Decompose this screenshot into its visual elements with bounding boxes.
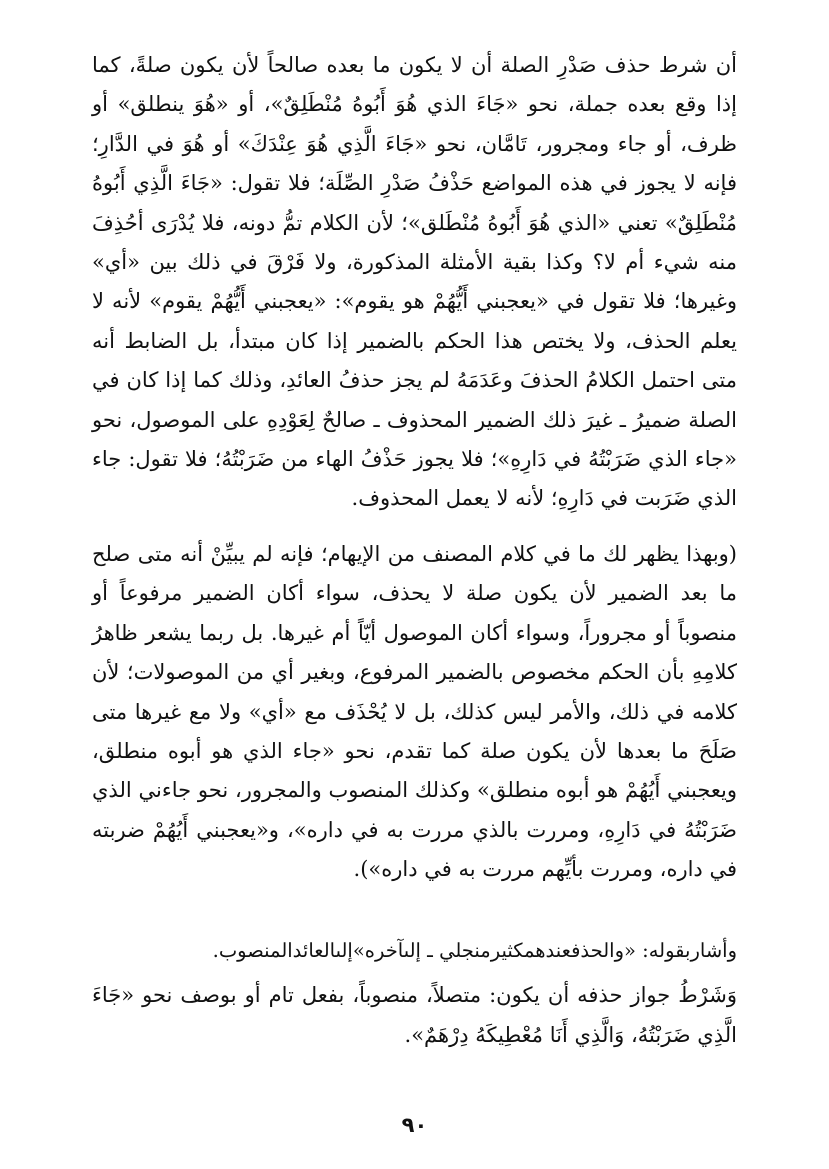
paragraph-first: أن شرط حذف صَدْرِ الصلة أن لا يكون ما بعده صالحاً لأن يكون صلةً، كما إذا وقع بعده جملة، نحو «جَاءَ الذي هُوَ أَبُوهُ مُنْطَلِقٌ»، أو «هُوَ ينطلق» أو ظرف، أو جاء ومجرور، تَامَّان، نحو «جَاءَ الَّذِي هُوَ عِنْدَكَ» أو هُوَ في الدَّارِ؛ فإنه لا يجوز في هذه المواضع حَذْفُ صَدْرِ الصِّلَة؛ فلا تقول: «جَاءَ الَّذِي أَبُوهُ مُنْطَلِقٌ» تعني «الذي هُوَ أَبُوهُ مُنْطَلق»؛ لأن الكلام تمُّ دونه، فلا يُدْرَى أحُذِفَ منه شيء أم لا؟ وكذا بقية الأمثلة المذكورة، ولا فَرْقَ في ذلك بين «أي» وغيرها؛ فلا تقول في «يعجبني أَيُّهُمْ هو يقوم»: «يعجبني أَيُّهُمْ يقوم» لأنه لا يعلم الحذف، ولا يختص هذا الحكم بالضمير إذا كان مبتدأ، بل الضابط أنه متى احتمل الكلامُ الحذفَ وعَدَمَهُ لم يجز حذفُ العائدِ، وذلك كما إذا كان في الصلة ضميرُ ـ غيرَ ذلك الضمير المحذوف ـ صالحٌ لِعَوْدِهِ على الموصول، نحو «جاء الذي ضَرَبْتُهُ في دَارِهِ»؛ فلا يجوز حَذْفُ الهاء من ضَرَبْتُهُ؛ فلا تقول: جاء الذي ضَرَبت في دَارِهِ؛ لأنه لا يعمل المحذوف. bbox=[92, 53, 737, 511]
book-page bbox=[92, 46, 737, 1055]
paragraph-third: وأشاربقوله: «والحذفعندهمكثيرمنجلي ـ إلىآخره»إلىالعائدالمنصوب. bbox=[212, 939, 737, 962]
page-number: ٩٠ bbox=[401, 1113, 428, 1137]
paragraph-fourth: وَشَرْطُ جواز حذفه أن يكون: متصلاً، منصوباً، بفعل تام أو بوصف نحو «جَاءَ الَّذِي ضَرَبْتُهُ، وَالَّذِي أَنَا مُعْطِيكَهُ دِرْهَمٌ». bbox=[92, 983, 737, 1047]
paragraph-second: (وبهذا يظهر لك ما في كلام المصنف من الإيهام؛ فإنه لم يبيِّنْ أنه متى صلح ما بعد الضمير لأن يكون صلة لا يحذف، سواء أكان الضمير مرفوعاً أو منصوباً أو مجروراً، وسواء أكان الموصول أيّاً أم غيرها. بل ربما يشعر ظاهرُ كلامِهِ بأن الحكم مخصوص بالضمير المرفوع، وبغير أي من الموصولات؛ لأن كلامه في ذلك، والأمر ليس كذلك، بل لا يُحْذَف مع «أي» ولا مع غيرها متى صَلَحَ ما بعدها لأن يكون صلة كما تقدم، نحو «جاء الذي هو أبوه منطلق، ويعجبني أَيُهُمْ هو أبوه منطلق» وكذلك المنصوب والمجرور، نحو جاءني الذي ضَرَبْتُهُ في دَارِهِ، ومررت بالذي مررت به في داره»، و«يعجبني أَيُهُمْ ضربته في داره، ومررت بأيِّهم مررت به في داره»). bbox=[92, 542, 737, 882]
